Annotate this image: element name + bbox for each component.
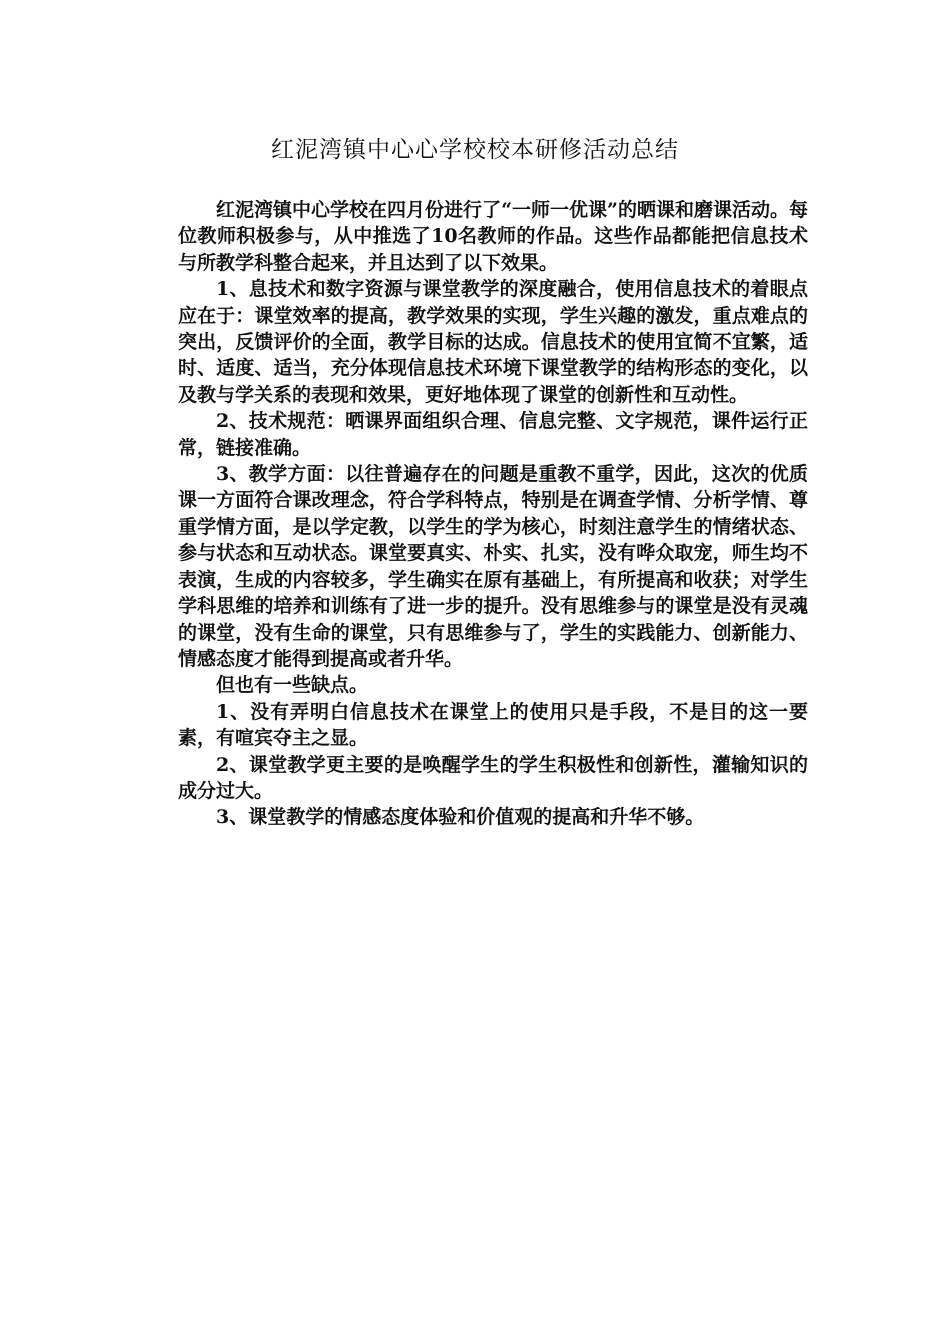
paragraph-shortcoming-2: 2、课堂教学更主要的是唤醒学生的学生积极性和创新性，灌输知识的成分过大。 — [178, 753, 808, 802]
paragraph-shortcoming-3: 3、课堂教学的情感态度体验和价值观的提高和升华不够。 — [216, 806, 705, 829]
paragraph-point-2: 2、技术规范：晒课界面组织合理、信息完整、文字规范，课件运行正常，链接准确。 — [178, 410, 808, 459]
paragraph-shortcoming-1: 1、没有弄明白信息技术在课堂上的使用只是手段，不是目的这一要素，有喧宾夺主之显。 — [178, 700, 808, 750]
document-body — [178, 197, 808, 831]
paragraph-intro: 红泥湾镇中心学校在四月份进行了“一师一优课”的晒课和磨课活动。每位教师积极参与，从中推选了10名教师的作品。这些作品都能把信息技术与所教学科整合起来，并且达到了以下效果。 — [178, 199, 808, 274]
document-title: 红泥湾镇中心心学校校本研修活动总结 — [271, 137, 679, 163]
paragraph-point-3: 3、教学方面：以往普遍存在的问题是重教不重学，因此，这次的优质课一方面符合课改理念，符合学科特点，特别是在调查学情、分析学情、尊重学情方面，是以学定教，以学生的学为核心，时刻注意学生的情绪状态、参与状态和互动状态。课堂要真实、朴实、扎实，没有哗众取宠，师生均不表演，生成的内容较多，学生确实在原有基础上，有所提高和收获；对学生学科思维的培养和训练有了进一步的提升。没有思维参与的课堂是没有灵魂的课堂，没有生命的课堂，只有思维参与了，学生的实践能力、创新能力、情感态度才能得到提高或者升华。 — [178, 463, 808, 670]
paragraph-shortcomings-heading: 但也有一些缺点。 — [216, 674, 369, 697]
paragraph-point-1: 1、息技术和数字资源与课堂教学的深度融合，使用信息技术的着眼点应在于：课堂效率的提高，教学效果的实现，学生兴趣的激发，重点难点的突出，反馈评价的全面，教学目标的达成。信息技术的使用宜简不宜繁，适时、适度、适当，充分体现信息技术环境下课堂教学的结构形态的变化，以及教与学关系的表现和效果，更好地体现了课堂的创新性和互动性。 — [178, 278, 808, 406]
